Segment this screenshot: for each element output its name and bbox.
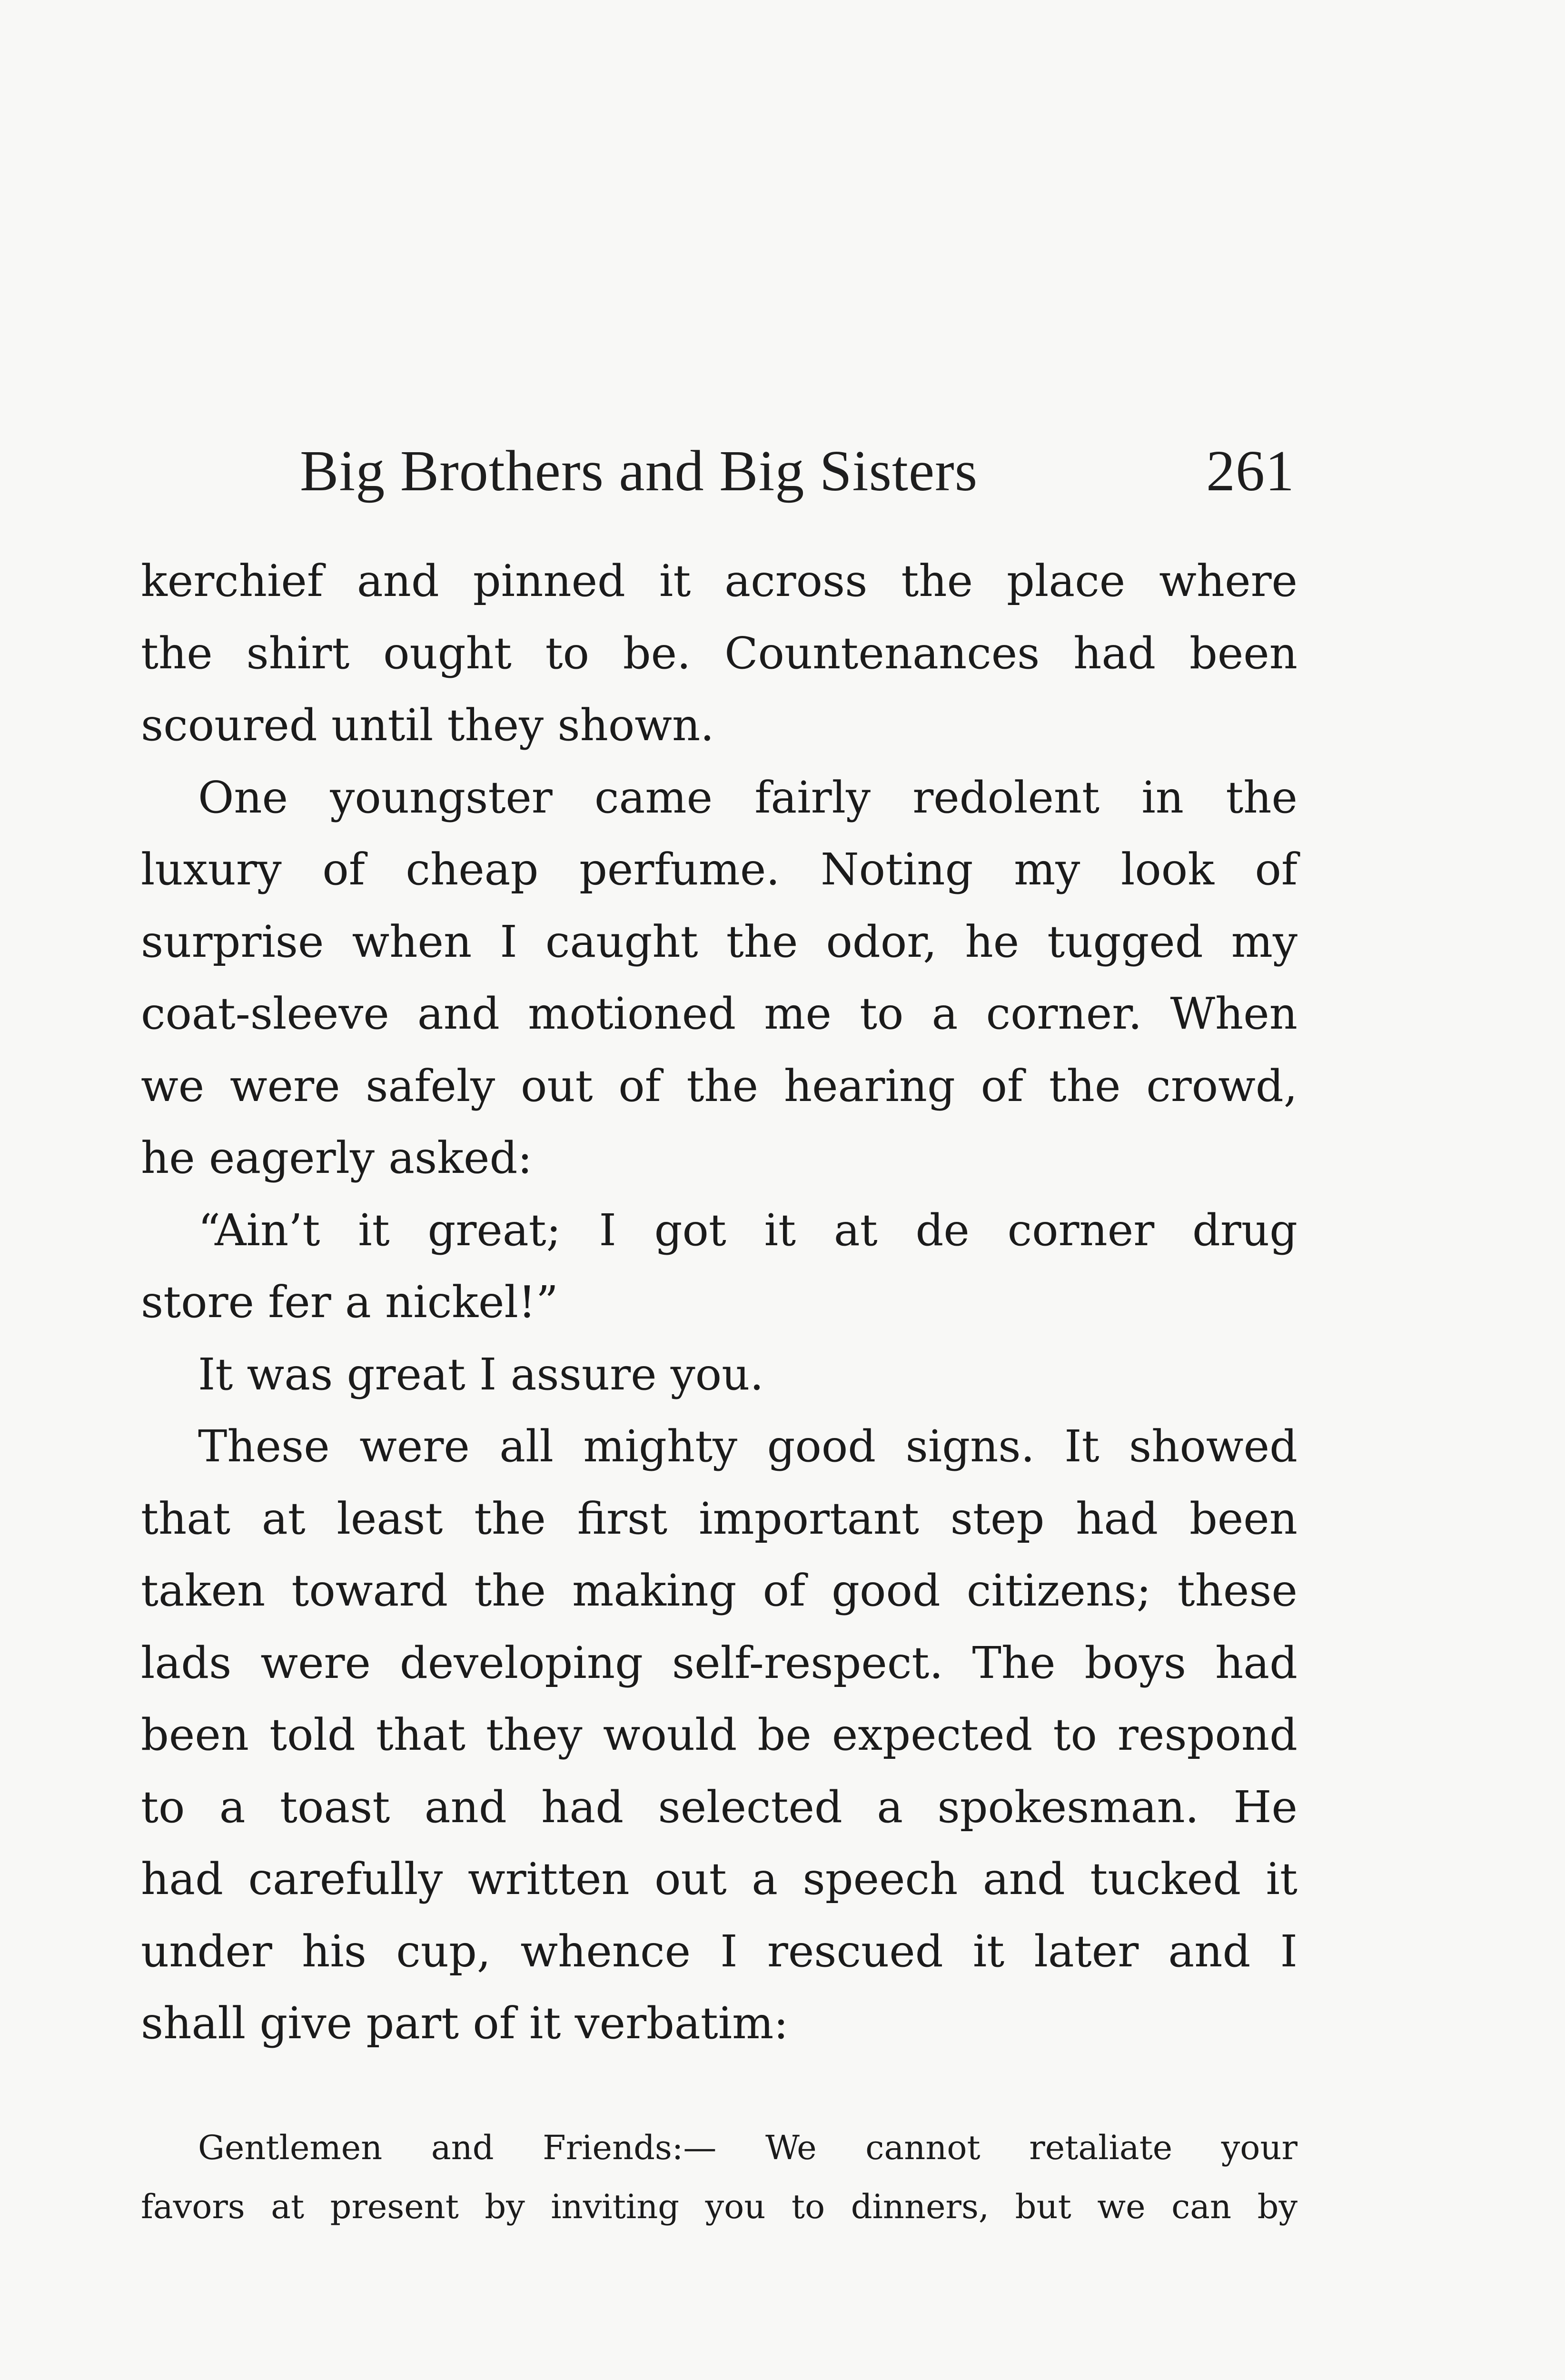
text-line: had carefully written out a speech and tucked it — [141, 1854, 1298, 1904]
text-line: he eagerly asked: — [141, 1132, 533, 1183]
quoted-speech — [141, 2118, 1298, 2236]
text-line: been told that they would be expected to respond — [141, 1709, 1298, 1760]
running-title: Big Brothers and Big Sisters — [300, 439, 978, 503]
text-line: scoured until they shown. — [141, 700, 714, 751]
running-header — [300, 438, 1295, 505]
text-line: coat-sleeve and motioned me to a corner. When — [141, 988, 1298, 1039]
text-line: that at least the first important step had been — [141, 1493, 1298, 1544]
text-line: store fer a nickel!” — [141, 1277, 558, 1328]
text-line: taken toward the making of good citizens; these — [141, 1565, 1298, 1616]
text-line: shall give part of it verbatim: — [141, 1998, 789, 2049]
speech-line: Gentlemen and Friends:— We cannot retaliate your — [198, 2128, 1298, 2167]
body-text — [141, 545, 1298, 2060]
text-line: kerchief and pinned it across the place where — [141, 555, 1298, 606]
text-line: the shirt ought to be. Countenances had been — [141, 627, 1298, 679]
text-line: One youngster came fairly redolent in the — [198, 772, 1298, 823]
text-line: “Ain’t it great; I got it at de corner drug — [198, 1204, 1298, 1256]
page-number: 261 — [1206, 439, 1295, 503]
text-line: It was great I assure you. — [198, 1349, 764, 1400]
text-line: under his cup, whence I rescued it later and I — [141, 1925, 1298, 1977]
text-line: we were safely out of the hearing of the crowd, — [141, 1060, 1298, 1111]
speech-line: favors at present by inviting you to dinners, but we can by — [141, 2187, 1298, 2226]
text-line: surprise when I caught the odor, he tugged my — [141, 916, 1298, 967]
text-line: These were all mighty good signs. It showed — [198, 1421, 1298, 1472]
text-line: to a toast and had selected a spokesman. He — [141, 1781, 1298, 1833]
text-line: lads were developing self-respect. The boys had — [141, 1637, 1298, 1688]
text-line: luxury of cheap perfume. Noting my look of — [141, 844, 1298, 895]
